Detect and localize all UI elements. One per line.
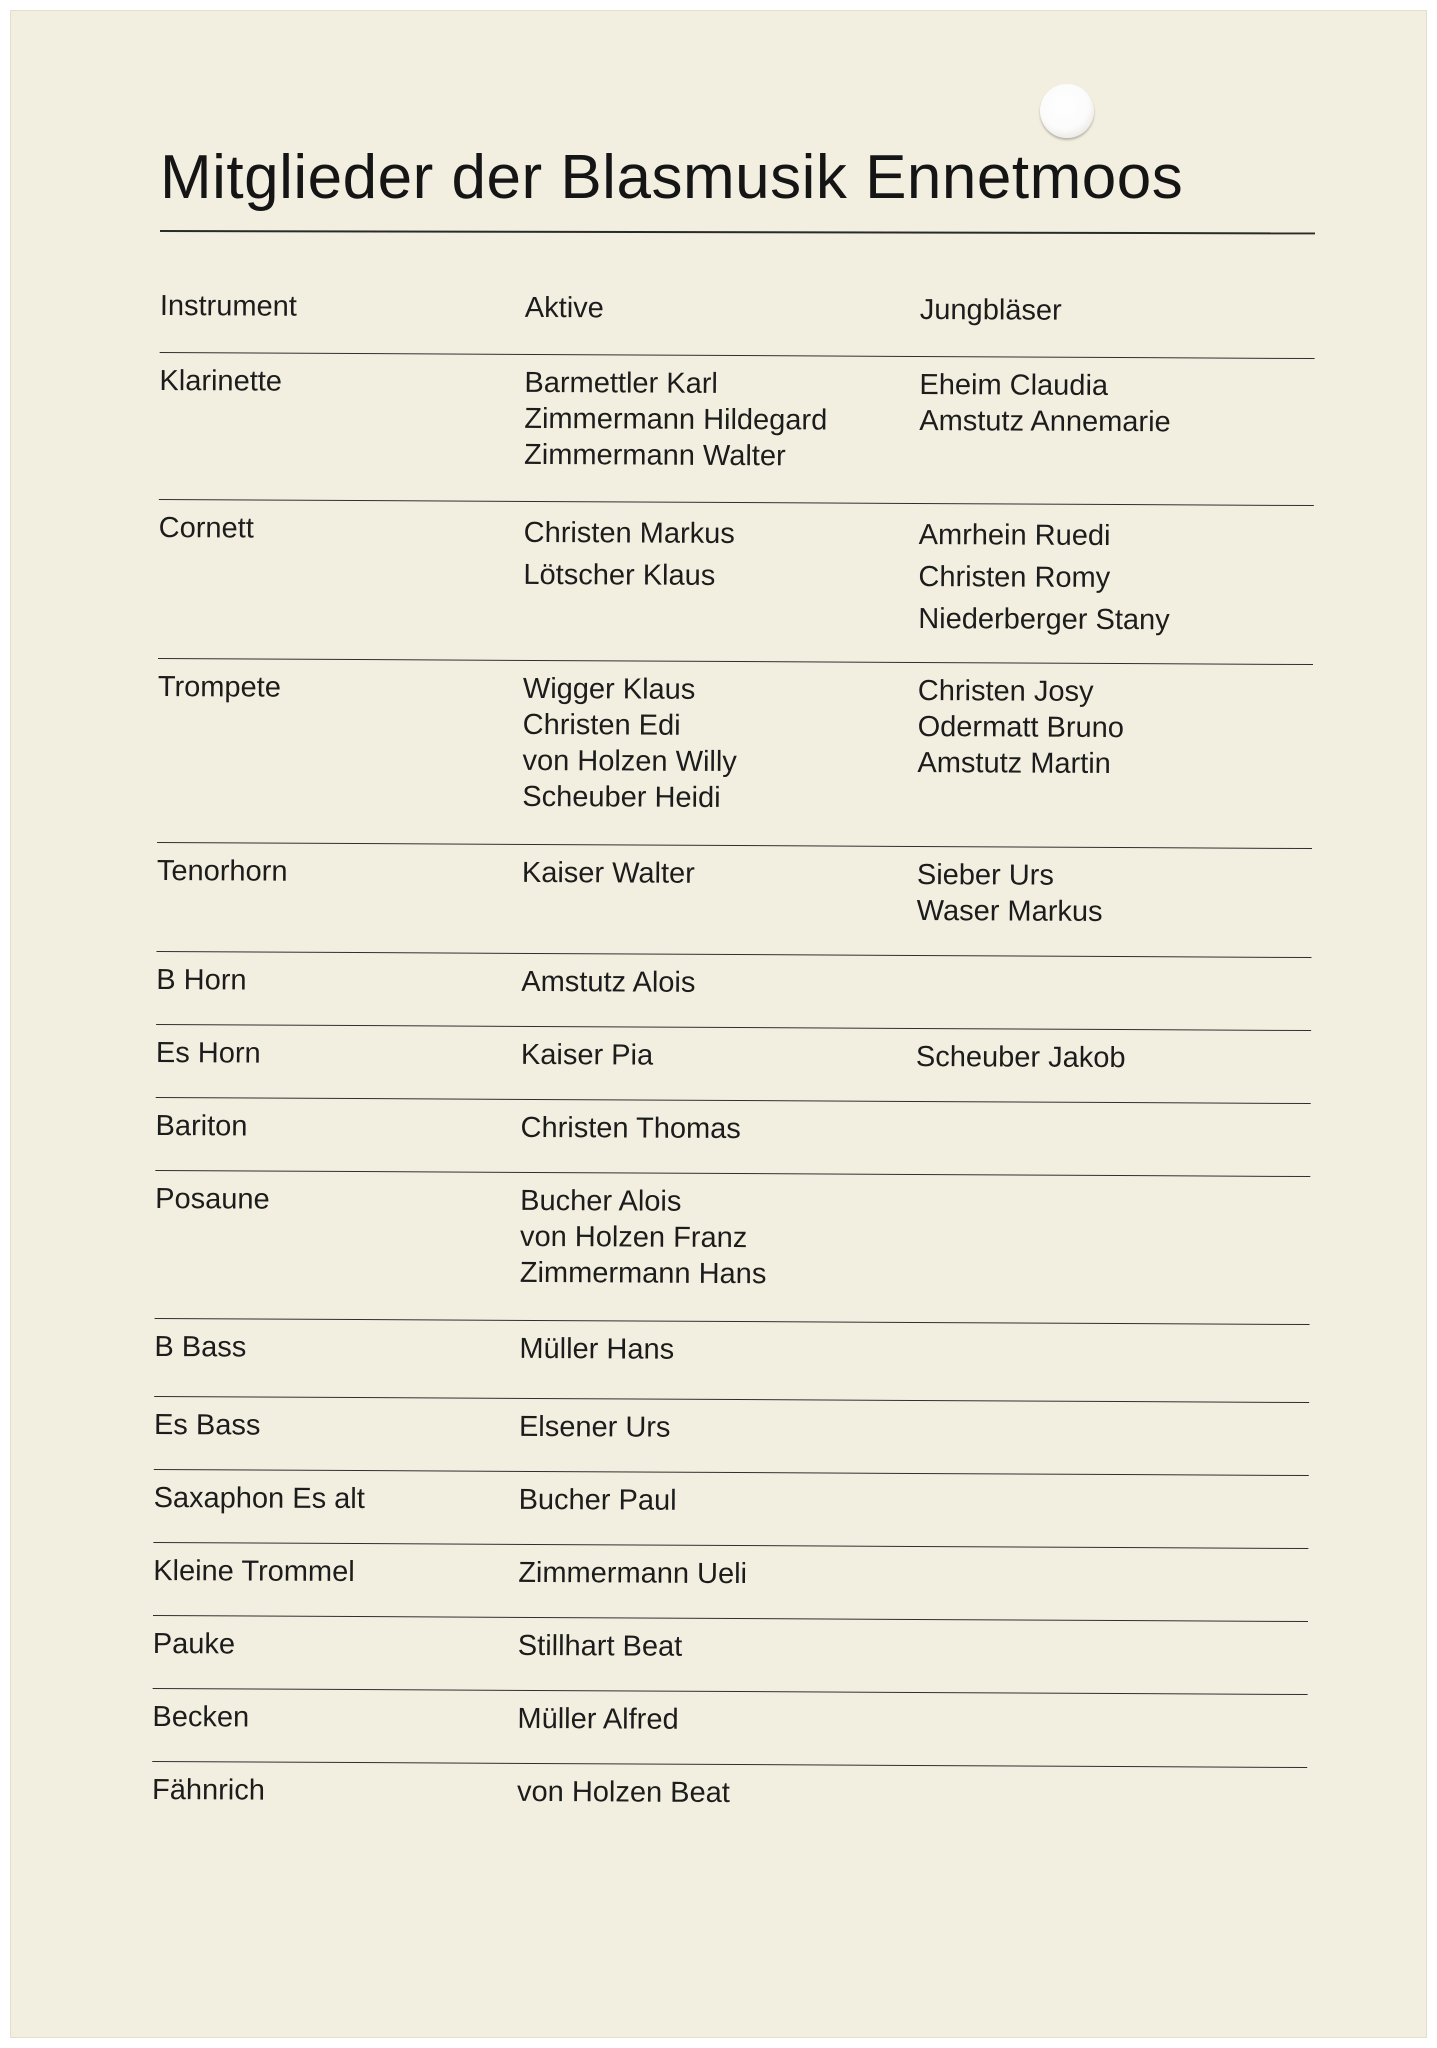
junior-members	[916, 956, 1311, 968]
instrument-name: Bariton	[155, 1109, 248, 1143]
member-name: Kaiser Pia	[520, 1038, 654, 1072]
table-row	[156, 952, 1311, 1030]
instrument-name: Klarinette	[159, 364, 283, 398]
table-row	[156, 843, 1312, 957]
member-name: Christen Markus	[523, 516, 735, 551]
instrument-name: Becken	[152, 1700, 250, 1734]
member-name: Bucher Paul	[518, 1483, 677, 1517]
junior-members	[918, 504, 1314, 642]
column-header-active: Aktive	[524, 291, 604, 325]
title-underline	[160, 230, 1315, 234]
table-row	[154, 1397, 1309, 1475]
column-header-instrument: Instrument	[159, 289, 297, 323]
member-name: Stillhart Beat	[517, 1629, 683, 1663]
instrument-name: B Bass	[154, 1330, 247, 1364]
active-members	[517, 1691, 912, 1739]
table-row	[153, 1470, 1308, 1548]
instrument-name: Kleine Trommel	[153, 1554, 355, 1589]
instrument-name: Tenorhorn	[156, 854, 288, 888]
instrument-name: B Horn	[156, 963, 247, 997]
column-header-junior: Jungbläser	[919, 293, 1062, 327]
member-name: Odermatt Bruno	[917, 710, 1125, 745]
member-name: Eheim Claudia	[919, 368, 1109, 402]
member-name: Christen Thomas	[520, 1111, 741, 1146]
active-members	[517, 1764, 912, 1812]
member-name: Zimmermann Walter	[524, 438, 786, 473]
active-members	[522, 661, 918, 817]
member-name: Amstutz Alois	[521, 965, 696, 999]
member-name: Scheuber Heidi	[522, 780, 721, 814]
member-name: Christen Romy	[918, 560, 1111, 594]
instrument-name: Saxaphon Es alt	[153, 1481, 365, 1516]
member-name: Waser Markus	[916, 894, 1103, 928]
active-members	[522, 845, 917, 893]
junior-members	[915, 1175, 1310, 1187]
junior-members	[916, 1029, 1311, 1077]
member-name: Amrhein Ruedi	[918, 518, 1111, 552]
junior-members	[913, 1547, 1308, 1559]
table-row	[158, 500, 1314, 664]
active-members	[520, 1100, 915, 1148]
table-row	[152, 1762, 1307, 1840]
member-name: Zimmermann Hans	[519, 1256, 767, 1291]
member-name: Sieber Urs	[916, 858, 1054, 892]
member-name: von Holzen Beat	[517, 1775, 730, 1810]
junior-members	[917, 663, 1313, 783]
active-members	[519, 1321, 914, 1369]
member-name: Bucher Alois	[520, 1184, 682, 1218]
member-name: Elsener Urs	[518, 1410, 671, 1444]
junior-members	[914, 1401, 1309, 1413]
member-name: Müller Hans	[519, 1332, 675, 1366]
active-members	[521, 1027, 916, 1075]
table-row	[156, 1025, 1311, 1103]
active-members	[519, 1399, 914, 1447]
instrument-name: Posaune	[155, 1182, 270, 1216]
table-row	[155, 1171, 1311, 1324]
active-members	[518, 1545, 913, 1593]
member-name: Christen Edi	[522, 708, 681, 742]
active-members	[521, 954, 916, 1002]
table-row	[153, 1616, 1308, 1694]
table-row	[153, 1543, 1308, 1621]
member-name: Christen Josy	[917, 674, 1094, 708]
member-name: Müller Alfred	[517, 1702, 679, 1736]
member-name: Scheuber Jakob	[915, 1040, 1126, 1075]
junior-members	[913, 1693, 1308, 1705]
table-row	[154, 1319, 1309, 1402]
table-row	[152, 1689, 1307, 1767]
junior-members	[914, 1323, 1309, 1335]
junior-members	[912, 1766, 1307, 1778]
active-members	[520, 1173, 916, 1293]
member-name: Zimmermann Hildegard	[524, 402, 828, 437]
instrument-name: Es Horn	[155, 1036, 261, 1070]
instrument-name: Trompete	[157, 670, 281, 704]
member-name: von Holzen Franz	[519, 1220, 748, 1255]
member-name: Barmettler Karl	[524, 366, 718, 400]
instrument-name: Fähnrich	[152, 1773, 266, 1807]
member-name: Kaiser Walter	[521, 856, 695, 890]
member-name: Amstutz Annemarie	[919, 404, 1171, 439]
member-name: Niederberger Stany	[918, 602, 1170, 637]
member-name: Amstutz Martin	[917, 746, 1111, 780]
junior-members	[917, 847, 1312, 931]
junior-members	[914, 1474, 1309, 1486]
table-row	[155, 1098, 1310, 1176]
active-members	[524, 355, 920, 475]
instrument-name: Pauke	[152, 1627, 236, 1661]
member-name: Lötscher Klaus	[523, 558, 716, 592]
instrument-name: Cornett	[158, 511, 254, 545]
member-name: von Holzen Willy	[522, 744, 737, 779]
active-members	[519, 1472, 914, 1520]
member-name: Zimmermann Ueli	[518, 1556, 748, 1591]
junior-members	[916, 1102, 1311, 1114]
active-members	[518, 1618, 913, 1666]
table-row	[157, 659, 1313, 848]
table-row	[159, 353, 1315, 505]
members-table	[152, 280, 1315, 1840]
junior-members	[913, 1620, 1308, 1632]
page-title: Mitglieder der Blasmusik Ennetmoos	[160, 143, 1184, 212]
instrument-name: Es Bass	[153, 1408, 261, 1442]
punch-hole	[1040, 84, 1094, 138]
document-sheet	[10, 10, 1427, 2038]
active-members	[523, 502, 918, 598]
junior-members	[919, 357, 1314, 441]
member-name: Wigger Klaus	[522, 672, 696, 706]
table-header	[160, 280, 1315, 358]
